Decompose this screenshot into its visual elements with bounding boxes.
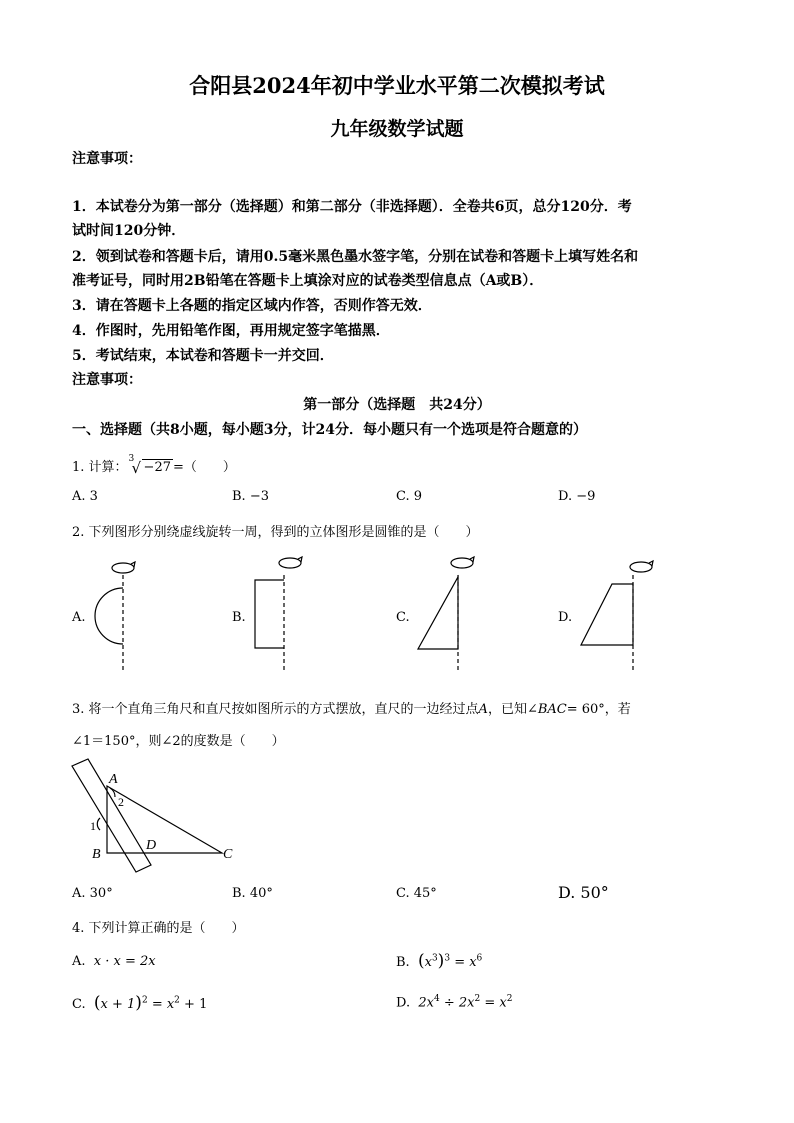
q4-option-a (72, 954, 156, 969)
q3-stem-line2: ∠1＝150°，则∠2的度数是（ ） (72, 734, 285, 749)
q2-figures (0, 553, 794, 683)
q1-option-a: A. 3 (72, 489, 98, 504)
q3-stem-c: = 60°，若 (566, 702, 631, 717)
notice-item: 1．本试卷分为第一部分（选择题）和第二部分（非选择题）．全卷共6页，总分120分．考 (72, 199, 632, 215)
notice-item: 准考证号，同时用2B铅笔在答题卡上填涂对应的试卷类型信息点（A或B）． (72, 273, 544, 289)
q3-label-d: D (146, 838, 157, 853)
q4-option-d-b: ÷ 2x (443, 995, 475, 1011)
q4-option-d-a-exp: 4 (433, 994, 440, 1004)
part1-title: 第一部分（选择题 共24分） (303, 397, 491, 413)
q4-option-c-lhs-exp: 2 (141, 995, 148, 1006)
q4-option-b-base: x (424, 955, 432, 970)
q1-radicand: −27 (143, 460, 171, 475)
q3-stem-line1 (72, 698, 631, 717)
q4-option-a-expr: x · x = 2x (93, 954, 156, 969)
q4-option-d-b-exp: 2 (474, 994, 481, 1004)
q1-option-d: D. −9 (558, 489, 596, 504)
q3-point: A (478, 702, 488, 717)
q1-prefix: 1. 计算： (72, 460, 128, 475)
q3-label-2: 2 (118, 795, 124, 809)
q3-angle-name: BAC (537, 702, 567, 717)
q1-option-b: B. −3 (232, 489, 269, 504)
q4-option-b-label: B. (396, 955, 410, 970)
q3-label-1: 1 (90, 819, 96, 833)
q2-label-d: D. (558, 610, 573, 625)
q3-option-d: D. 50° (558, 883, 609, 902)
q1-root-index: 3 (128, 454, 135, 464)
q1-cube-root: 3 √ −27 (128, 454, 171, 477)
q2-figure-b (255, 557, 302, 673)
exam-title: 合阳县2024年初中学业水平第二次模拟考试 (189, 73, 605, 98)
notice-heading-2: 注意事项： (72, 372, 142, 388)
exam-subtitle: 九年级数学试题 (330, 118, 464, 140)
q4-stem: 4. 下列计算正确的是（ ） (72, 921, 245, 936)
q2-label-b: B. (232, 610, 246, 625)
notice-item: 5．考试结束，本试卷和答题卡一并交回． (72, 348, 334, 364)
q4-option-b-rhs: = x (454, 955, 477, 970)
notice-item: 2．领到试卷和答题卡后，请用0.5毫米黑色墨水签字笔，分别在试卷和答题卡上填写姓名和 (72, 249, 639, 265)
q4-option-c: C. $(x + 1)^2 = x^2 + 1$ (72, 993, 208, 1013)
q4-option-d-c: = x (484, 995, 507, 1011)
q4-option-b: B. $(x^3)^3 = x^6$ (396, 951, 483, 971)
q3-label-a: A (109, 772, 118, 787)
q1-suffix: =（ ） (172, 460, 236, 475)
q3-option-b: B. 40° (232, 886, 273, 901)
q4-option-c-lhs: x + 1 (100, 997, 136, 1012)
section-title: 一、选择题（共8小题，每小题3分，计24分．每小题只有一个选项是符合题意的） (72, 422, 587, 438)
q1-option-c: C. 9 (396, 489, 423, 504)
q1-stem (72, 456, 236, 475)
q4-option-a-label: A. (72, 954, 86, 969)
q2-label-c: C. (396, 610, 410, 625)
q3-option-c: C. 45° (396, 886, 437, 901)
q4-option-c-rhs: = x (151, 997, 175, 1012)
q4-option-b-outer-exp: 3 (444, 953, 451, 964)
q2-figure-c (418, 557, 474, 673)
q4-option-b-rhs-exp: 6 (476, 953, 483, 964)
q3-label-b: B (92, 847, 101, 862)
q4-option-b-inner-exp: 3 (431, 953, 438, 964)
q2-label-a: A. (72, 610, 86, 625)
notice-item: 4．作图时，先用铅笔作图，再用规定签字笔描黑． (72, 323, 390, 339)
q3-figure (60, 755, 300, 875)
q3-label-c: C (223, 847, 233, 862)
q3-stem-a: 3. 将一个直角三角尺和直尺按如图所示的方式摆放，直尺的一边经过点 (72, 702, 479, 717)
q4-option-c-tail: + 1 (184, 997, 208, 1012)
q3-option-a: A. 30° (72, 886, 113, 901)
q4-option-d-label: D. (396, 995, 411, 1011)
q4-option-d-a: 2x (418, 995, 434, 1011)
notice-item: 3．请在答题卡上各题的指定区域内作答，否则作答无效． (72, 298, 432, 314)
q4-option-d (396, 994, 512, 1010)
q4-option-c-label: C. (72, 997, 86, 1012)
q3-stem-b: ，已知∠ (487, 702, 538, 717)
notice-item: 试时间120分钟． (72, 223, 186, 239)
q4-option-d-c-exp: 2 (506, 994, 513, 1004)
q2-stem: 2. 下列图形分别绕虚线旋转一周，得到的立体图形是圆锥的是（ ） (72, 525, 479, 540)
q4-option-c-rhs-exp: 2 (174, 995, 180, 1006)
q2-figure-a (95, 562, 135, 673)
notice-heading: 注意事项： (72, 151, 142, 167)
q2-figure-d (581, 561, 653, 673)
